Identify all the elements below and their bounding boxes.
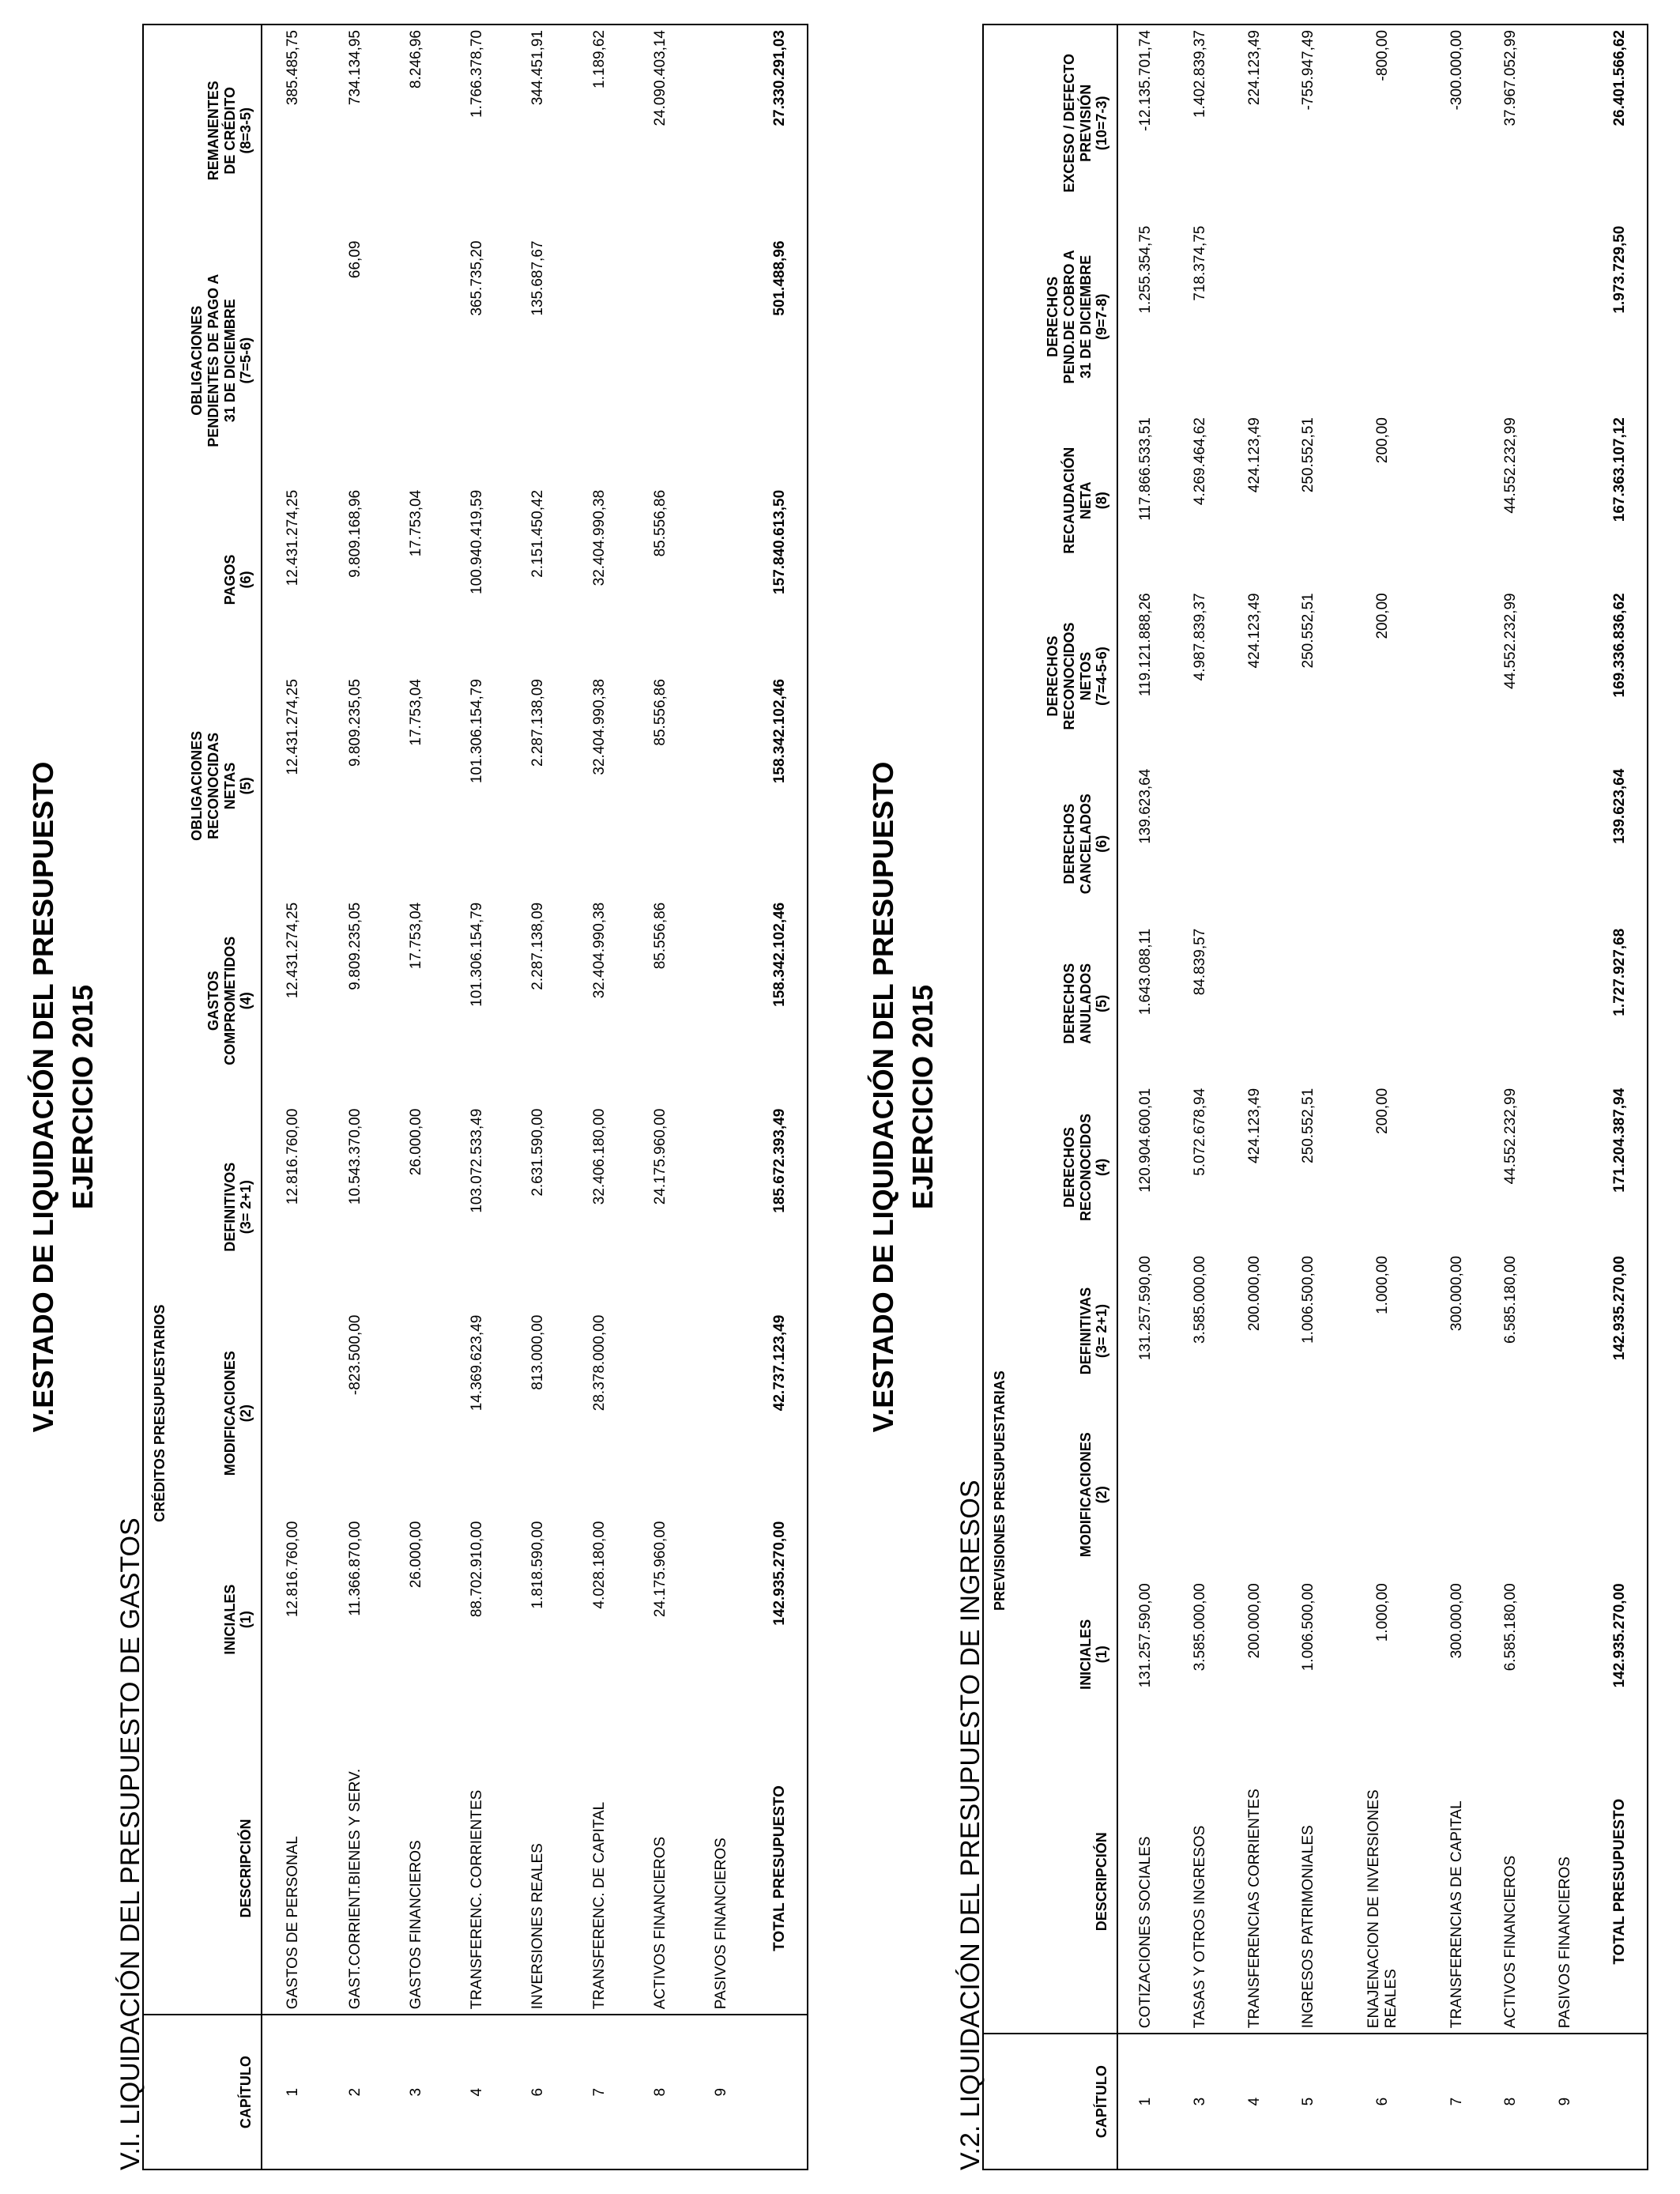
cell-desc: PASIVOS FINANCIEROS: [1556, 1857, 1573, 2029]
cell-desc: GAST.CORRIENT.BIENES Y SERV.: [346, 1768, 363, 2010]
cell-def: [1538, 1251, 1592, 1411]
cell-ini: 131.257.590,00: [1136, 1583, 1154, 1688]
cell-rau: [1430, 413, 1484, 588]
cell-net: 44.552.232,99: [1502, 593, 1520, 689]
cell-ini: 11.366.870,00: [346, 1521, 363, 1616]
cell-def: 3.585.000,00: [1192, 1256, 1209, 1344]
total-exc: 26.401.566,62: [1610, 30, 1628, 126]
total-row: [752, 25, 808, 2169]
table-row: [630, 25, 691, 2169]
cell-net: [1430, 588, 1484, 763]
cell-def: [691, 1104, 752, 1310]
cell-desc: GASTOS DE PERSONAL: [284, 1836, 302, 2010]
header-pagos: PAGOS (6): [175, 485, 262, 674]
header-iniciales: INICIALES (1): [175, 1517, 262, 1723]
cell-obl: 32.404.990,38: [590, 679, 608, 775]
total-cap: [752, 2015, 808, 2169]
cell-ini: 3.585.000,00: [1192, 1583, 1209, 1672]
cell-def: 131.257.590,00: [1136, 1256, 1154, 1361]
header-pendientes: OBLIGACIONES PENDIENTES DE PAGO A 31 DE DICIEMBRE (7=5-6): [175, 236, 262, 485]
ingresos-title: V.ESTADO DE LIQUIDACIÓN DEL PRESUPUESTO: [867, 761, 899, 1433]
cell-rec: 250.552,51: [1300, 1088, 1317, 1163]
cell-cap: 6: [1335, 2034, 1430, 2169]
table-row: [1335, 25, 1430, 2169]
cell-desc: TRANSFERENC. DE CAPITAL: [590, 1801, 608, 2010]
table-row: [569, 25, 630, 2169]
cell-desc: TRANSFERENCIAS CORRIENTES: [1245, 1789, 1263, 2029]
cell-anu: [1538, 924, 1592, 1084]
ingresos-group-header: PREVISIONES PRESUPUESTARIAS: [992, 1370, 1008, 1612]
cell-cap: 9: [1538, 2034, 1592, 2169]
cell-desc: INGRESOS PATRIMONIALES: [1300, 1825, 1317, 2029]
total-can: 139.623,64: [1610, 768, 1628, 844]
table-row: [262, 25, 325, 2169]
cell-comp: 17.753,04: [407, 902, 424, 970]
gastos-subtitle: V.I. LIQUIDACIÓN DEL PRESUPUESTO DE GASTOS: [115, 1517, 145, 2170]
cell-mod: [1117, 1411, 1173, 1578]
total-ini: 142.935.270,00: [770, 1521, 788, 1626]
ingresos-year: EJERCICIO 2015: [906, 984, 939, 1210]
cell-desc: ACTIVOS FINANCIEROS: [652, 1836, 669, 2010]
cell-rem: 24.090.403,14: [652, 30, 669, 126]
total-rau: 167.363.107,12: [1610, 417, 1628, 522]
cell-comp: 85.556,86: [652, 902, 669, 970]
cell-pen: [1227, 221, 1282, 413]
cell-can: [1538, 764, 1592, 924]
cell-mod: [1484, 1411, 1539, 1578]
header-capitulo: CAPÍTULO: [1015, 2034, 1117, 2169]
table-row: [1430, 25, 1484, 2169]
cell-comp: 12.431.274,25: [284, 902, 302, 999]
cell-desc: ENAJENACION DE INVERSIONES REALES: [1365, 1789, 1399, 2029]
cell-def: 26.000,00: [407, 1108, 424, 1176]
cell-mod: -823.500,00: [346, 1314, 363, 1396]
header-descripcion: DESCRIPCIÓN: [1015, 1730, 1117, 2034]
table-row: [1282, 25, 1336, 2169]
cell-comp: 9.809.235,05: [346, 902, 363, 990]
cell-can: 139.623,64: [1136, 768, 1154, 844]
header-descripcion: DESCRIPCIÓN: [175, 1723, 262, 2015]
cell-can: [1335, 764, 1430, 924]
cell-def: 32.406.180,00: [590, 1108, 608, 1205]
cell-desc: ACTIVOS FINANCIEROS: [1502, 1855, 1520, 2029]
cell-anu: [1335, 924, 1430, 1084]
cell-ini: 1.818.590,00: [529, 1521, 547, 1609]
cell-comp: 32.404.990,38: [590, 902, 608, 999]
cell-rec: 120.904.600,01: [1136, 1088, 1154, 1193]
cell-pag: 85.556,86: [652, 489, 669, 557]
cell-comp: [691, 898, 752, 1104]
cell-def: 200.000,00: [1245, 1256, 1263, 1332]
cell-desc: GASTOS FINANCIEROS: [407, 1840, 424, 2010]
cell-obl: 2.287.138,09: [529, 679, 547, 767]
cell-def: 300.000,00: [1448, 1256, 1465, 1332]
cell-net: 200,00: [1373, 593, 1391, 639]
cell-cap: 2: [325, 2015, 386, 2169]
cell-desc: PASIVOS FINANCIEROS: [713, 1838, 730, 2010]
cell-ini: 1.000,00: [1373, 1583, 1391, 1642]
cell-pag: 12.431.274,25: [284, 489, 302, 586]
cell-cap: 3: [1173, 2034, 1228, 2169]
cell-can: [1173, 764, 1228, 924]
cell-def: 6.585.180,00: [1502, 1256, 1520, 1344]
cell-ini: 26.000,00: [407, 1521, 424, 1589]
ingresos-section: [840, 0, 1680, 2194]
cell-rec: 200,00: [1373, 1088, 1391, 1134]
cell-ini: [691, 1517, 752, 1723]
cell-pend: [262, 236, 325, 485]
total-mod: [1592, 1411, 1648, 1578]
header-definitivas: DEFINITIVAS (3= 2+1): [1015, 1251, 1117, 1411]
cell-rem: 8.246,96: [407, 30, 424, 89]
cell-net: 250.552,51: [1300, 593, 1317, 669]
total-obl: 158.342.102,46: [770, 679, 788, 784]
cell-pen: 1.255.354,75: [1136, 225, 1154, 314]
cell-obl: 85.556,86: [652, 679, 669, 746]
cell-mod: [630, 1310, 691, 1517]
cell-desc: TRANSFERENC. CORRIENTES: [469, 1789, 486, 2010]
cell-rem: 734.134,95: [346, 30, 363, 106]
cell-pen: [1335, 221, 1430, 413]
cell-cap: 9: [691, 2015, 752, 2169]
total-cap: [1592, 2034, 1648, 2169]
cell-cap: 1: [1117, 2034, 1173, 2169]
cell-exc: -300.000,00: [1448, 30, 1465, 111]
cell-mod: [1227, 1411, 1282, 1578]
cell-rau: 4.269.464,62: [1192, 417, 1209, 506]
cell-obl: 12.431.274,25: [284, 679, 302, 775]
cell-can: [1430, 764, 1484, 924]
cell-can: [1282, 764, 1336, 924]
total-pend: 501.488,96: [770, 240, 788, 316]
cell-ini: 24.175.960,00: [652, 1521, 669, 1618]
cell-rau: 117.866.533,51: [1136, 417, 1154, 521]
cell-mod: [386, 1310, 446, 1517]
cell-anu: 1.643.088,11: [1136, 928, 1154, 1016]
cell-mod: 14.369.623,49: [469, 1314, 486, 1412]
cell-def: 10.543.370,00: [346, 1108, 363, 1205]
cell-pag: 100.940.419,59: [469, 489, 486, 594]
header-definitivos: DEFINITIVOS (3= 2+1): [175, 1104, 262, 1310]
cell-anu: 84.839,57: [1192, 928, 1209, 996]
total-rem: 27.330.291,03: [770, 30, 788, 126]
cell-anu: [1282, 924, 1336, 1084]
cell-pend: 135.687,67: [529, 240, 547, 316]
cell-rem: 385.485,75: [284, 30, 302, 106]
cell-desc: COTIZACIONES SOCIALES: [1136, 1836, 1154, 2029]
cell-pen: [1282, 221, 1336, 413]
cell-ini: 1.006.500,00: [1300, 1583, 1317, 1672]
cell-exc: 37.967.052,99: [1502, 30, 1520, 126]
cell-mod: [1335, 1411, 1430, 1578]
cell-def: 2.631.590,00: [529, 1108, 547, 1197]
table-row: [508, 25, 569, 2169]
cell-anu: [1430, 924, 1484, 1084]
total-anu: 1.727.927,68: [1610, 928, 1628, 1016]
cell-def: 1.006.500,00: [1300, 1256, 1317, 1344]
table-row: [691, 25, 752, 2169]
cell-rec: [1430, 1084, 1484, 1251]
cell-rem: 1.766.378,70: [469, 30, 486, 118]
table-row: [446, 25, 507, 2169]
cell-pend: [630, 236, 691, 485]
cell-ini: 200.000,00: [1245, 1583, 1263, 1659]
ingresos-subtitle: V.2. LIQUIDACIÓN DEL PRESUPUESTO DE INGRESOS: [955, 1480, 985, 2170]
cell-desc: TRANSFERENCIAS DE CAPITAL: [1448, 1800, 1465, 2029]
gastos-table: [142, 24, 808, 2170]
cell-rec: 5.072.678,94: [1192, 1088, 1209, 1176]
cell-anu: [1227, 924, 1282, 1084]
cell-pend: [386, 236, 446, 485]
table-row: [1227, 25, 1282, 2169]
cell-pen: 718.374,75: [1192, 225, 1209, 301]
cell-pen: [1538, 221, 1592, 413]
cell-obl: [691, 674, 752, 898]
cell-exc: 224.123,49: [1245, 30, 1263, 106]
header-obligaciones: OBLIGACIONES RECONOCIDAS NETAS (5): [175, 674, 262, 898]
cell-def: 1.000,00: [1373, 1256, 1391, 1314]
header-exceso: EXCESO / DEFECTO PREVISIÓN (10=7-3): [1015, 25, 1117, 221]
cell-cap: 1: [262, 2015, 325, 2169]
cell-anu: [1484, 924, 1539, 1084]
table-row: [1117, 25, 1173, 2169]
cell-net: 119.121.888,26: [1136, 593, 1154, 697]
cell-comp: 101.306.154,79: [469, 902, 486, 1007]
cell-rau: 200,00: [1373, 417, 1391, 464]
cell-rem: 1.189,62: [590, 30, 608, 89]
cell-cap: 6: [508, 2015, 569, 2169]
cell-mod: [1430, 1411, 1484, 1578]
cell-mod: [1282, 1411, 1336, 1578]
cell-def: 12.816.760,00: [284, 1108, 302, 1205]
cell-rau: [1538, 413, 1592, 588]
total-mod: 42.737.123,49: [770, 1314, 788, 1412]
cell-can: [1227, 764, 1282, 924]
cell-rem: 344.451,91: [529, 30, 547, 106]
table-row: [386, 25, 446, 2169]
cell-cap: 7: [1430, 2034, 1484, 2169]
cell-obl: 101.306.154,79: [469, 679, 486, 784]
header-cancelados: DERECHOS CANCELADOS (6): [1015, 764, 1117, 924]
cell-pag: [691, 485, 752, 674]
cell-obl: 9.809.235,05: [346, 679, 363, 767]
cell-desc: TASAS Y OTROS INGRESOS: [1192, 1825, 1209, 2029]
cell-ini: 88.702.910,00: [469, 1521, 486, 1618]
ingresos-table: [982, 24, 1648, 2170]
cell-ini: 4.028.180,00: [590, 1521, 608, 1609]
header-remanentes: REMANENTES DE CRÉDITO (8=3-5): [175, 25, 262, 236]
cell-ini: 300.000,00: [1448, 1583, 1465, 1659]
total-label: TOTAL PRESUPUESTO: [1610, 1798, 1628, 1965]
cell-def: 24.175.960,00: [652, 1108, 669, 1205]
cell-pag: 9.809.168,96: [346, 489, 363, 578]
cell-cap: 8: [630, 2015, 691, 2169]
total-pag: 157.840.613,50: [770, 489, 788, 594]
cell-cap: 4: [1227, 2034, 1282, 2169]
cell-cap: 8: [1484, 2034, 1539, 2169]
gastos-title: V.ESTADO DE LIQUIDACIÓN DEL PRESUPUESTO: [27, 761, 59, 1433]
header-pendcobro: DERECHOS PEND.DE COBRO A 31 DE DICIEMBRE (9=7-8): [1015, 221, 1117, 413]
cell-rec: 44.552.232,99: [1502, 1088, 1520, 1185]
total-comp: 158.342.102,46: [770, 902, 788, 1007]
cell-mod: 813.000,00: [529, 1314, 547, 1390]
cell-rau: 424.123,49: [1245, 417, 1263, 493]
gastos-group-header: CRÉDITOS PRESUPUESTARIOS: [152, 1304, 168, 1522]
total-label: TOTAL PRESUPUESTO: [770, 1785, 788, 1951]
cell-mod: [1538, 1411, 1592, 1578]
header-reconocidos: DERECHOS RECONOCIDOS (4): [1015, 1084, 1117, 1251]
cell-pag: 2.151.450,42: [529, 489, 547, 578]
total-row: [1592, 25, 1648, 2169]
cell-obl: 17.753,04: [407, 679, 424, 746]
cell-rec: 424.123,49: [1245, 1088, 1263, 1163]
total-pen: 1.973.729,50: [1610, 225, 1628, 314]
cell-rem: [691, 25, 752, 236]
cell-pen: [1484, 221, 1539, 413]
cell-pen: [1430, 221, 1484, 413]
cell-net: [1538, 588, 1592, 763]
total-rec: 171.204.387,94: [1610, 1088, 1628, 1193]
cell-mod: [262, 1310, 325, 1517]
cell-exc: [1538, 25, 1592, 221]
total-net: 169.336.836,62: [1610, 593, 1628, 698]
cell-exc: 1.402.839,37: [1192, 30, 1209, 118]
cell-pag: 17.753,04: [407, 489, 424, 557]
header-modificaciones: MODIFICACIONES (2): [1015, 1411, 1117, 1578]
cell-exc: -12.135.701,74: [1136, 30, 1154, 131]
cell-mod: [1173, 1411, 1228, 1578]
cell-mod: 28.378.000,00: [590, 1314, 608, 1412]
total-ini: 142.935.270,00: [1610, 1583, 1628, 1688]
cell-exc: -755.947,49: [1300, 30, 1317, 111]
cell-exc: -800,00: [1373, 30, 1391, 81]
cell-cap: 7: [569, 2015, 630, 2169]
cell-net: 4.987.839,37: [1192, 593, 1209, 681]
header-netos: DERECHOS RECONOCIDOS NETOS (7=4-5-6): [1015, 588, 1117, 763]
cell-pag: 32.404.990,38: [590, 489, 608, 586]
header-iniciales: INICIALES (1): [1015, 1578, 1117, 1730]
cell-ini: 6.585.180,00: [1502, 1583, 1520, 1672]
cell-ini: 12.816.760,00: [284, 1521, 302, 1618]
cell-desc: INVERSIONES REALES: [529, 1843, 547, 2010]
cell-rau: 250.552,51: [1300, 417, 1317, 493]
header-modificaciones: MODIFICACIONES (2): [175, 1310, 262, 1517]
header-anulados: DERECHOS ANULADOS (5): [1015, 924, 1117, 1084]
cell-pend: 365.735,20: [469, 240, 486, 316]
header-comprometidos: GASTOS COMPROMETIDOS (4): [175, 898, 262, 1104]
total-def: 185.672.393,49: [770, 1108, 788, 1213]
cell-mod: [691, 1310, 752, 1517]
total-def: 142.935.270,00: [1610, 1256, 1628, 1361]
table-row: [325, 25, 386, 2169]
cell-rau: 44.552.232,99: [1502, 417, 1520, 514]
cell-def: 103.072.533,49: [469, 1108, 486, 1213]
cell-net: 424.123,49: [1245, 593, 1263, 669]
cell-comp: 2.287.138,09: [529, 902, 547, 990]
cell-pend: [691, 236, 752, 485]
gastos-year: EJERCICIO 2015: [66, 984, 99, 1210]
cell-can: [1484, 764, 1539, 924]
header-recaudacion: RECAUDACIÓN NETA (8): [1015, 413, 1117, 588]
table-row: [1173, 25, 1228, 2169]
cell-ini: [1538, 1578, 1592, 1730]
cell-pend: [569, 236, 630, 485]
header-capitulo: CAPÍTULO: [175, 2015, 262, 2169]
table-row: [1538, 25, 1592, 2169]
cell-cap: 4: [446, 2015, 507, 2169]
cell-rec: [1538, 1084, 1592, 1251]
cell-cap: 5: [1282, 2034, 1336, 2169]
cell-cap: 3: [386, 2015, 446, 2169]
cell-pend: 66,09: [346, 240, 363, 279]
table-row: [1484, 25, 1539, 2169]
